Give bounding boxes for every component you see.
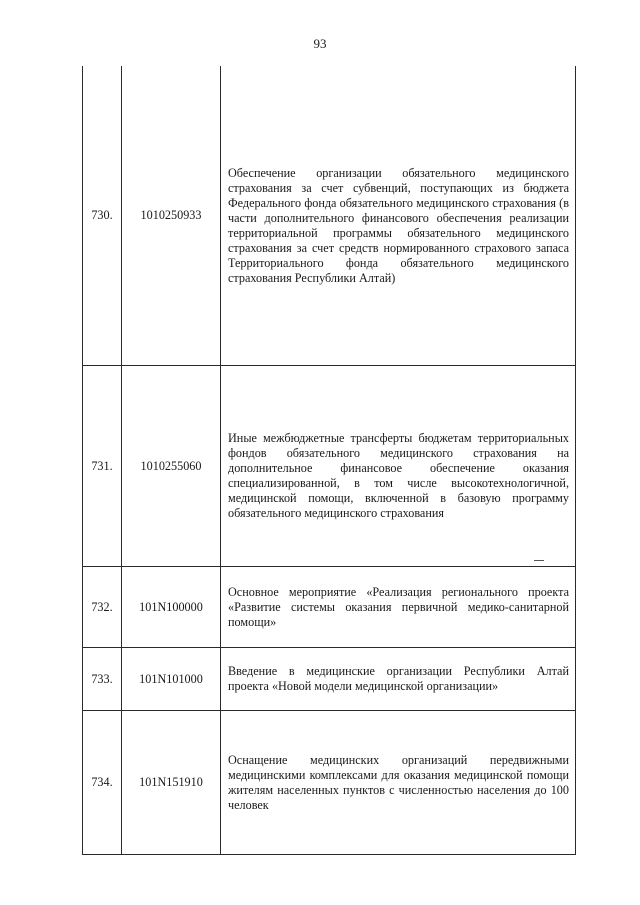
description-cell [221, 66, 576, 366]
description-cell [221, 648, 576, 711]
description-cell [221, 711, 576, 855]
page-number: 93 [313, 36, 327, 51]
description-text: Обеспечение организации обязательного медицинского страхования за счет субвенций, поступающих из бюджета Федерального фонда обязательного медицинского страхования (в части дополнительного финансового обеспечения реализации территориальной программы обязательного медицинского страхования за счет средств нормированного страхового запаса Территориального фонда обязательного медицинского страхования Республики Алтай) [228, 165, 569, 285]
table-row [83, 567, 576, 648]
description-cell [221, 567, 576, 648]
code-cell: 101N100000 [122, 567, 221, 648]
row-number-cell: 730. [83, 66, 122, 366]
code-cell: 1010255060 [122, 366, 221, 567]
description-text: Иные межбюджетные трансферты бюджетам территориальных фондов обязательного медицинского страхования на дополнительное финансовое обеспечение оказания специализированной, в том числе высокотехнологичной, медицинской помощи, включенной в базовую программу обязательного медицинского страхования [228, 431, 569, 520]
row-number-cell: 734. [83, 711, 122, 855]
row-number-cell: 733. [83, 648, 122, 711]
description-text: Введение в медицинские организации Республики Алтай проекта «Новой модели медицинской организации» [228, 664, 569, 693]
code-cell: 1010250933 [122, 66, 221, 366]
code-cell: 101N151910 [122, 711, 221, 855]
description-cell [221, 366, 576, 567]
description-text: Оснащение медицинских организаций передвижными медицинскими комплексами для оказания медицинской помощи жителям населенных пунктов с численностью населения до 100 человек [228, 752, 569, 812]
row-number-cell: 731. [83, 366, 122, 567]
table-row [83, 648, 576, 711]
table-row [83, 711, 576, 855]
code-cell: 101N101000 [122, 648, 221, 711]
table-row [83, 66, 576, 366]
budget-classification-table [82, 66, 576, 855]
table-row [83, 366, 576, 567]
description-text: Основное мероприятие «Реализация регионального проекта «Развитие системы оказания первичной медико-санитарной помощи» [228, 584, 569, 629]
row-number-cell: 732. [83, 567, 122, 648]
scan-mark [534, 560, 544, 561]
